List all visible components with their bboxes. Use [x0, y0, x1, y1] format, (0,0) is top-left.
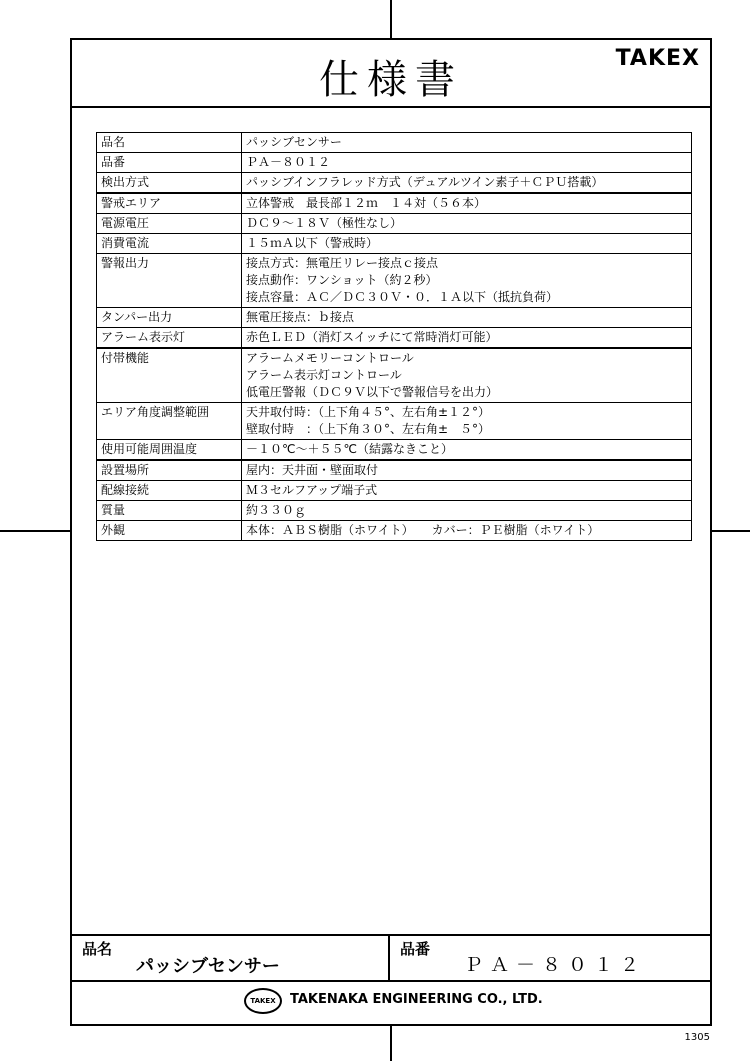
spec-value-line: 低電圧警報（ＤＣ９Ｖ以下で警報信号を出力）	[246, 385, 499, 399]
crop-mark-top	[390, 0, 392, 38]
spec-value-line: 接点方式：無電圧リレー接点ｃ接点	[246, 256, 439, 270]
spec-value-line: アラームメモリーコントロール	[246, 351, 414, 365]
table-row	[97, 440, 692, 461]
spec-value	[242, 193, 692, 214]
footer-number-value: ＰＡ－８０１２	[464, 954, 647, 976]
spec-value	[242, 501, 692, 521]
spec-value-line: アラーム表示灯コントロール	[246, 368, 402, 382]
table-row	[97, 133, 692, 153]
spec-value	[242, 481, 692, 501]
footer-product-row	[72, 936, 710, 982]
table-row	[97, 501, 692, 521]
company-block	[72, 982, 710, 1024]
spec-value-line: ＤＣ９～１８Ｖ（極性なし）	[246, 216, 403, 230]
spec-label: 品番	[97, 153, 242, 173]
table-row	[97, 328, 692, 349]
spec-value-line: パッシブインフラレッド方式（デュアルツイン素子＋ＣＰＵ搭載）	[246, 175, 604, 189]
table-row	[97, 214, 692, 234]
spec-label: 設置場所	[97, 460, 242, 481]
spec-value	[242, 234, 692, 254]
spec-value	[242, 440, 692, 461]
spec-label: 消費電流	[97, 234, 242, 254]
spec-label: 質量	[97, 501, 242, 521]
table-row	[97, 460, 692, 481]
crop-mark-bottom	[390, 1026, 392, 1061]
document-frame	[70, 38, 712, 1026]
brand-logo: TAKEX	[615, 46, 700, 71]
spec-value-line: －１０℃～＋５５℃（結露なきこと）	[246, 442, 453, 456]
company-logo: TAKEX	[244, 988, 282, 1014]
crop-mark-left	[0, 530, 70, 532]
spec-value-line: １５ｍＡ以下（警戒時）	[246, 236, 379, 250]
spec-value	[242, 348, 692, 403]
spec-value	[242, 521, 692, 541]
spec-value-line: パッシブセンサー	[246, 135, 342, 149]
page-number: 1305	[684, 1032, 710, 1043]
spec-value-line: 接点容量：ＡＣ／ＤＣ３０Ｖ・０．１Ａ以下（抵抗負荷）	[246, 290, 559, 304]
spec-label: アラーム表示灯	[97, 328, 242, 349]
company-name: TAKENAKA ENGINEERING CO., LTD.	[290, 992, 543, 1007]
table-row	[97, 481, 692, 501]
spec-label: 配線接続	[97, 481, 242, 501]
spec-table	[96, 132, 692, 541]
spec-label: 品名	[97, 133, 242, 153]
spec-value-line: Ｍ３セルフアップ端子式	[246, 483, 378, 497]
spec-value	[242, 328, 692, 349]
table-row	[97, 173, 692, 194]
spec-value-line: 天井取付時：（上下角４５°、左右角±１２°）	[246, 405, 491, 419]
table-row	[97, 153, 692, 173]
crop-mark-right	[712, 530, 750, 532]
spec-value	[242, 153, 692, 173]
spec-label: 警戒エリア	[97, 193, 242, 214]
table-row	[97, 521, 692, 541]
table-row	[97, 348, 692, 403]
spec-value	[242, 214, 692, 234]
spec-value-line: 約３３０ｇ	[246, 503, 307, 517]
table-row	[97, 308, 692, 328]
spec-label: 検出方式	[97, 173, 242, 194]
spec-value-line: 立体警戒 最長部１２ｍ １４対（５６本）	[246, 196, 487, 210]
spec-value	[242, 460, 692, 481]
document-title: 仕様書	[319, 57, 463, 103]
spec-value	[242, 308, 692, 328]
footer-name-label: 品名	[82, 940, 113, 958]
table-row	[97, 254, 692, 308]
spec-label: 警報出力	[97, 254, 242, 308]
spec-value	[242, 173, 692, 194]
spec-label: 付帯機能	[97, 348, 242, 403]
spec-value-line: 無電圧接点：ｂ接点	[246, 310, 355, 324]
spec-label: タンパー出力	[97, 308, 242, 328]
spec-value-line: 接点動作：ワンショット（約２秒）	[246, 273, 438, 287]
spec-value	[242, 254, 692, 308]
footer-name-value: パッシブセンサー	[136, 956, 280, 977]
title-band	[72, 40, 710, 108]
footer	[72, 934, 710, 1024]
spec-value-line: 壁取付時 ：（上下角３０°、左右角± ５°）	[246, 422, 491, 436]
footer-name-cell	[72, 936, 390, 980]
table-row	[97, 403, 692, 440]
spec-label: エリア角度調整範囲	[97, 403, 242, 440]
spec-value-line: ＰＡ－８０１２	[246, 155, 331, 169]
table-row	[97, 193, 692, 214]
spec-label: 電源電圧	[97, 214, 242, 234]
spec-value-line: 屋内：天井面・壁面取付	[246, 463, 379, 477]
spec-label: 使用可能周囲温度	[97, 440, 242, 461]
footer-number-cell	[390, 936, 710, 980]
table-row	[97, 234, 692, 254]
spec-value-line: 赤色ＬＥＤ（消灯スイッチにて常時消灯可能）	[246, 330, 498, 344]
spec-label: 外観	[97, 521, 242, 541]
footer-number-label: 品番	[400, 940, 431, 958]
spec-value-line: 本体：ＡＢＳ樹脂（ホワイト） カバー：ＰＥ樹脂（ホワイト）	[246, 523, 600, 537]
spec-value	[242, 133, 692, 153]
spec-value	[242, 403, 692, 440]
